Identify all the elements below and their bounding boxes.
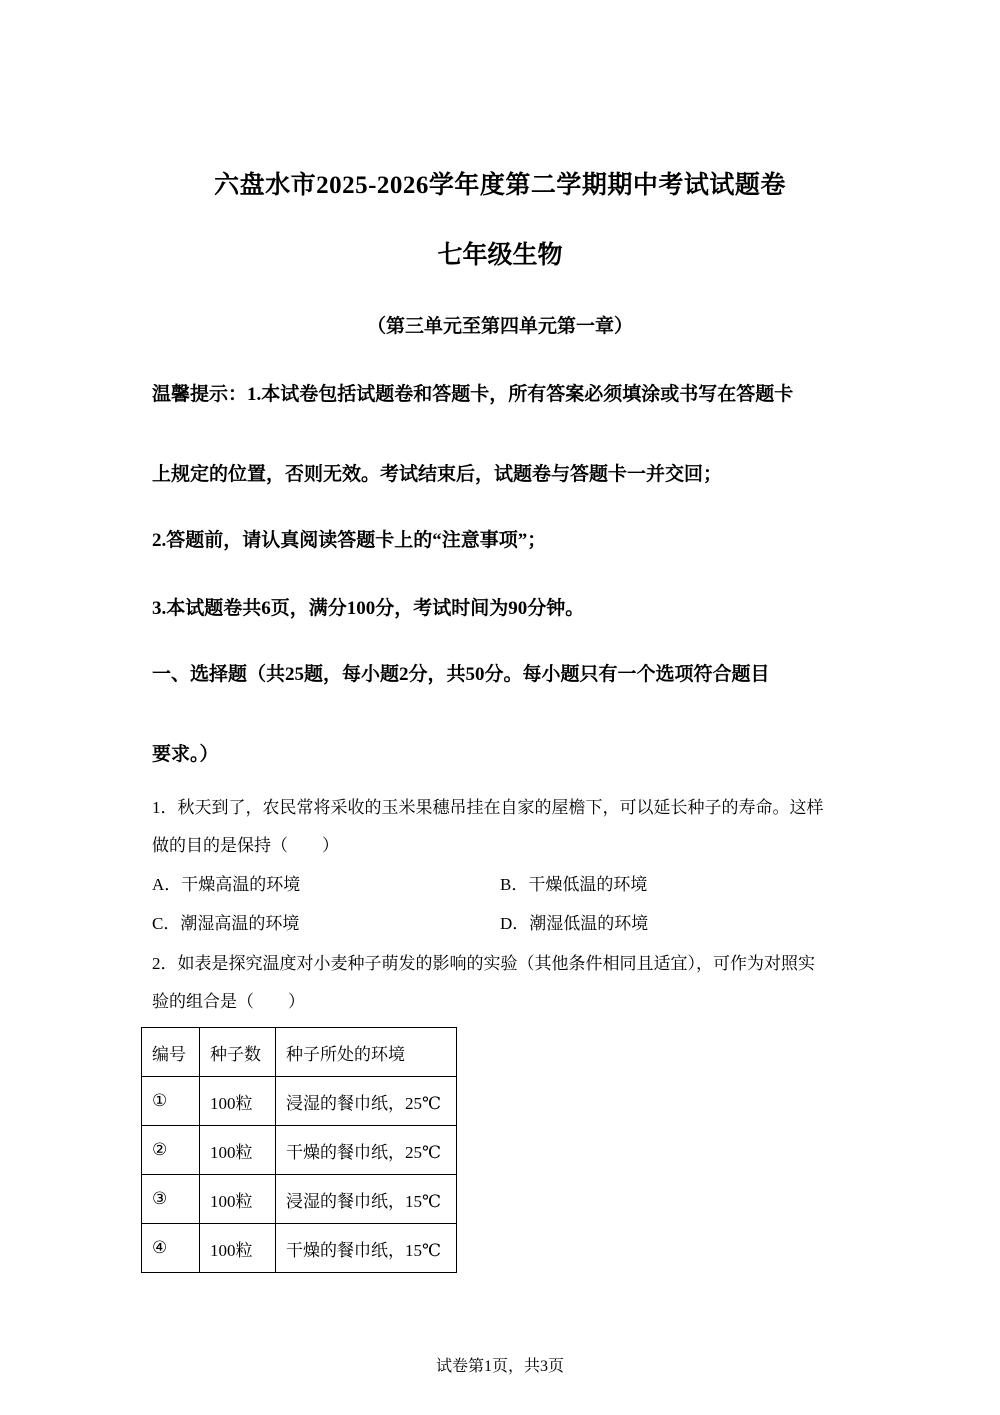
- question-2-line-1: 2．如表是探究温度对小麦种子萌发的影响的实验（其他条件相同且适宜），可作为对照实: [152, 954, 815, 973]
- table-cell: 100粒: [200, 1175, 276, 1224]
- table-cell: 浸湿的餐巾纸，25℃: [276, 1077, 457, 1126]
- table-cell: 100粒: [200, 1077, 276, 1126]
- table-cell: ④: [142, 1224, 200, 1273]
- question-1-option-d: D．潮湿低温的环境: [500, 914, 649, 933]
- table-cell: ②: [142, 1126, 200, 1175]
- notice-line-4: 3.本试题卷共6页，满分100分，考试时间为90分钟。: [152, 598, 585, 619]
- experiment-table: [141, 1027, 457, 1273]
- table-row: [142, 1126, 457, 1175]
- table-header-cell: 编号: [142, 1028, 200, 1077]
- table-row: [142, 1224, 457, 1273]
- exam-scope: （第三单元至第四单元第一章）: [366, 316, 633, 337]
- table-cell: 100粒: [200, 1224, 276, 1273]
- question-1-line-1: 1．秋天到了，农民常将采收的玉米果穗吊挂在自家的屋檐下，可以延长种子的寿命。这样: [152, 798, 824, 817]
- table-cell: 干燥的餐巾纸，15℃: [276, 1224, 457, 1273]
- section-heading-line-1: 一、选择题（共25题，每小题2分，共50分。每小题只有一个选项符合题目: [152, 664, 770, 685]
- question-1-line-2: 做的目的是保持（ ）: [152, 836, 339, 855]
- notice-line-1: 温馨提示：1.本试卷包括试题卷和答题卡，所有答案必须填涂或书写在答题卡: [152, 384, 794, 405]
- question-1-option-a: A．干燥高温的环境: [152, 875, 301, 894]
- notice-line-2: 上规定的位置，否则无效。考试结束后，试题卷与答题卡一并交回；: [152, 464, 723, 485]
- section-heading-line-2: 要求。）: [152, 744, 219, 765]
- table-row: [142, 1175, 457, 1224]
- exam-subject: 七年级生物: [437, 242, 563, 269]
- notice-line-3: 2.答题前，请认真阅读答题卡上的“注意事项”；: [152, 530, 547, 551]
- question-2-line-2: 验的组合是（ ）: [152, 992, 305, 1011]
- table-cell: ①: [142, 1077, 200, 1126]
- exam-title: 六盘水市2025-2026学年度第二学期期中考试试题卷: [214, 172, 786, 199]
- table-cell: 浸湿的餐巾纸，15℃: [276, 1175, 457, 1224]
- table-header-row: [142, 1028, 457, 1077]
- table-cell: ③: [142, 1175, 200, 1224]
- question-1-option-c: C．潮湿高温的环境: [152, 914, 300, 933]
- page-footer: 试卷第1页，共3页: [435, 1358, 564, 1375]
- table-row: [142, 1077, 457, 1126]
- question-1-option-b: B．干燥低温的环境: [500, 875, 648, 894]
- table-cell: 100粒: [200, 1126, 276, 1175]
- table-cell: 干燥的餐巾纸，25℃: [276, 1126, 457, 1175]
- table-header-cell: 种子所处的环境: [276, 1028, 457, 1077]
- table-header-cell: 种子数: [200, 1028, 276, 1077]
